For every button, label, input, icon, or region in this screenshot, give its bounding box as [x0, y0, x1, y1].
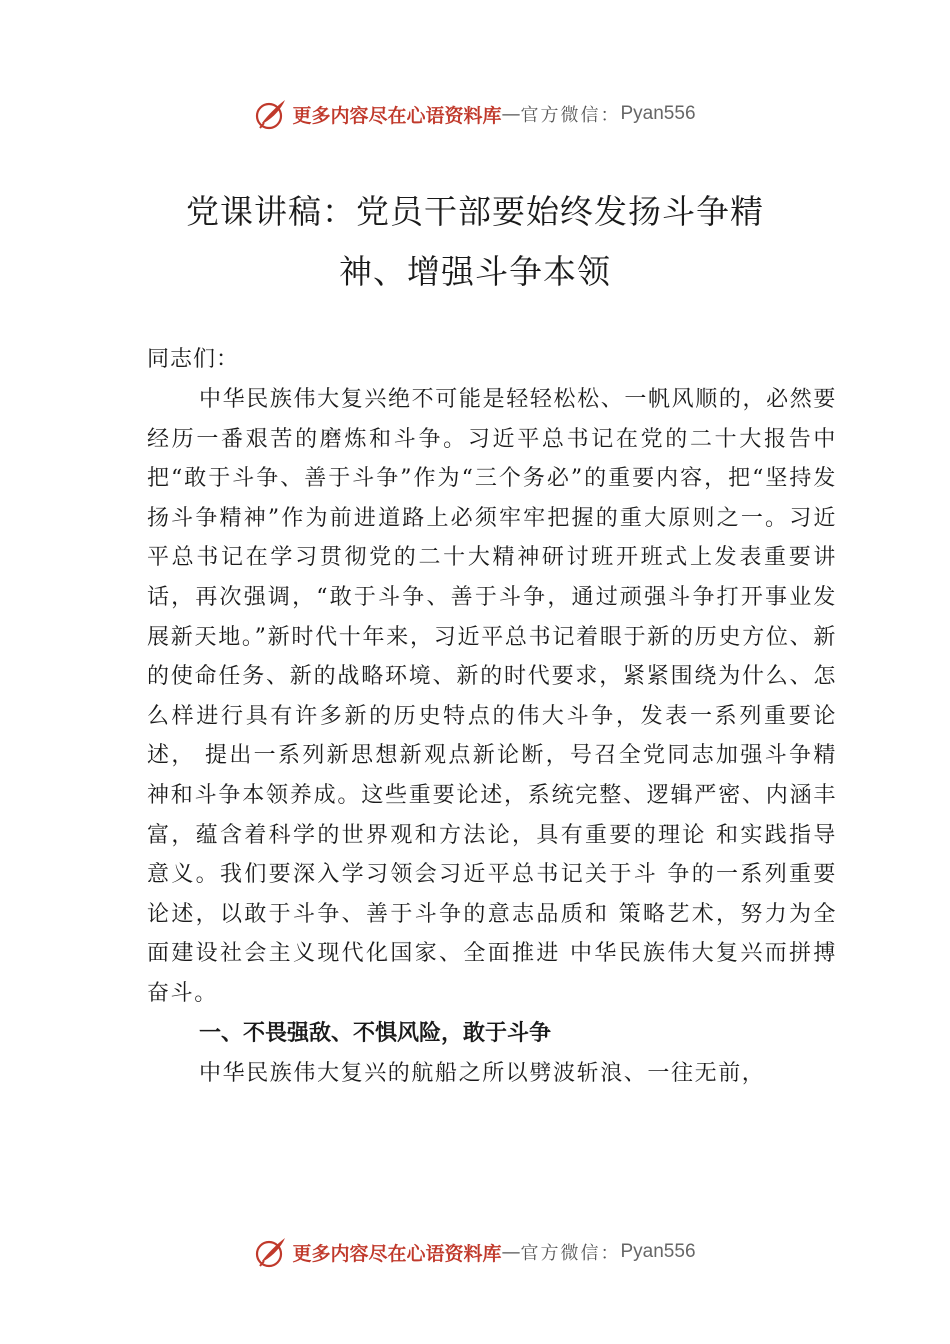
banner-wechat-id: Pyan556: [620, 103, 696, 124]
paragraph-1: 中华民族伟大复兴绝不可能是轻轻松松、一帆风顺的，必然要经历一番艰苦的磨炼和斗争。习近平总书记在党的二十大报告中把“敢于斗争、善于斗争”作为“三个务必”的重要内容，把“坚持发扬斗争精神”作为前进道路上必须牢牢把握的重大原则之一。习近平总书记在学习贯彻党的二十大精神研讨班开班式上发表重要讲话，再次强调，“敢于斗争、善于斗争，通过顽强斗争打开事业发展新天地。”新时代十年来，习近平总书记着眼于新的历史方位、新的使命任务、新的战略环境、新的时代要求，紧紧围绕为什么、怎么样进行具有许多新的历史特点的伟大斗争，发表一系列重要论述， 提出一系列新思想新观点新论断，号召全党同志加强斗争精神和斗争本领养成。这些重要论述，系统完整、逻辑严密、内涵丰富，蕴含着科学的世界观和方法论，具有重要的理论 和实践指导意义。我们要深入学习领会习近平总书记关于斗 争的一系列重要论述，以敢于斗争、善于斗争的意志品质和 策略艺术，努力为全面建设社会主义现代化国家、全面推进 中华民族伟大复兴而拼搏奋斗。: [147, 387, 837, 1006]
header-banner: [0, 94, 950, 134]
paragraph-2: 中华民族伟大复兴的航船之所以劈波斩浪、一往无前，: [199, 1060, 766, 1086]
document-body: [147, 340, 837, 1094]
title-line-1: 党课讲稿：党员干部要始终发扬斗争精: [186, 192, 764, 231]
document-title: [120, 182, 830, 302]
feather-pen-logo-icon: [254, 97, 288, 131]
salutation: 同志们：: [147, 347, 240, 372]
banner-separator: —: [501, 1241, 521, 1263]
banner-main-text: 更多内容尽在心语资料库: [292, 104, 502, 127]
banner-wechat-label: 官方微信：: [520, 1243, 621, 1264]
banner-wechat-label: 官方微信：: [520, 105, 621, 126]
banner-separator: —: [501, 103, 521, 125]
banner-wechat-id: Pyan556: [620, 1241, 696, 1262]
banner-main-text: 更多内容尽在心语资料库: [292, 1242, 502, 1265]
feather-pen-logo-icon: [254, 1235, 288, 1269]
footer-banner: [0, 1232, 950, 1272]
section-heading-1: 一、不畏强敌、不惧风险，敢于斗争: [199, 1020, 552, 1046]
title-line-2: 神、增强斗争本领: [339, 252, 611, 291]
